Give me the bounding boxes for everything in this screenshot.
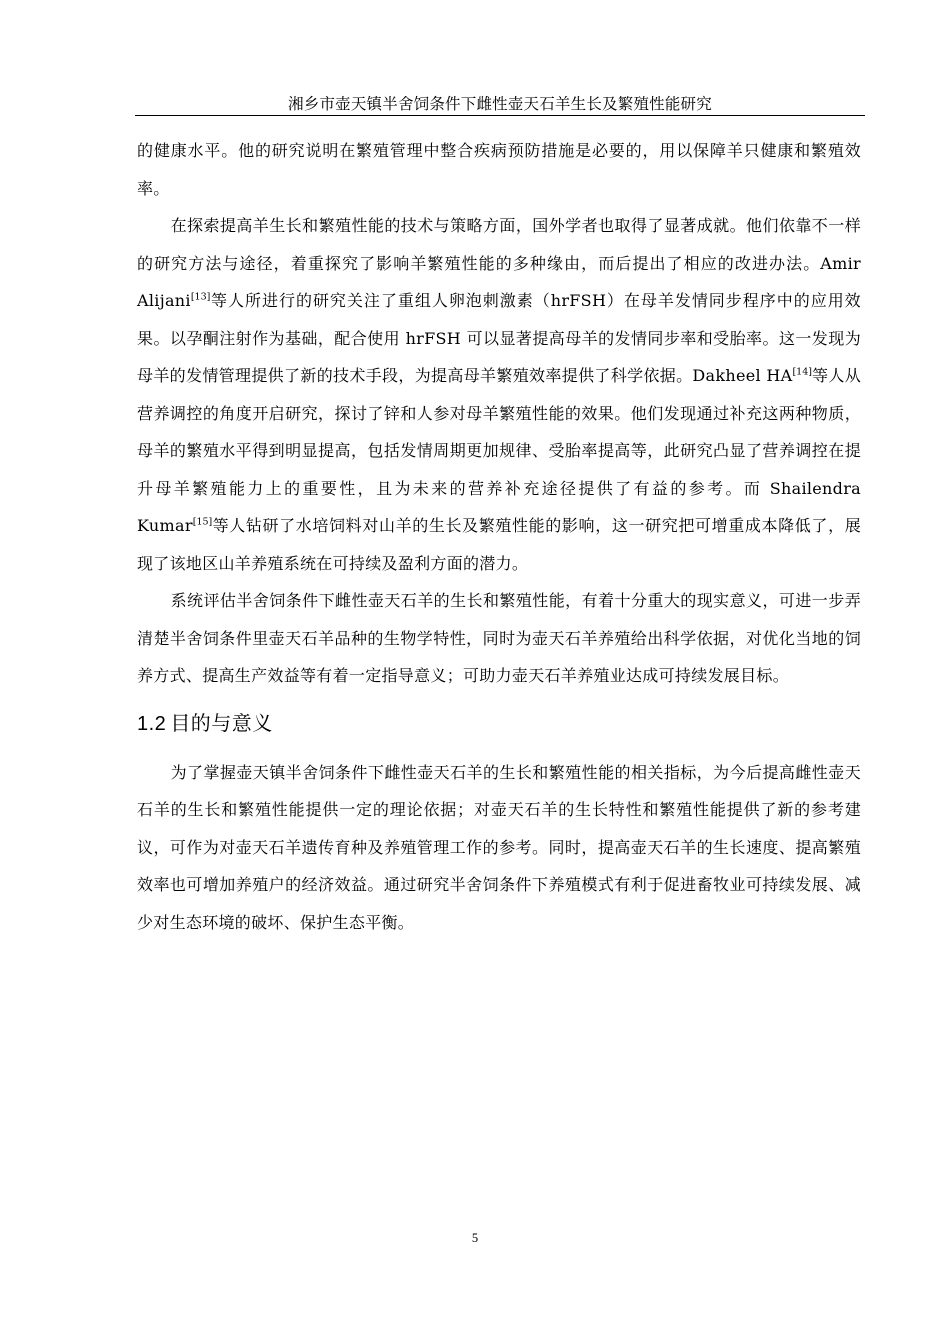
paragraph-significance: 系统评估半舍饲条件下雌性壶天石羊的生长和繁殖性能，有着十分重大的现实意义，可进一步弄清楚半舍饲条件里壶天石羊品种的生物学特性，同时为壶天石羊养殖给出科学依据，对优化当地的饲养方式、提高生产效益等有着一定指导意义；可助力壶天石羊养殖业达成可持续发展目标。 bbox=[137, 591, 861, 685]
paragraph-text: 在探索提高羊生长和繁殖性能的技术与策略方面，国外学者也取得了显著成就。他们依靠不一样的研究方法与途径，着重探究了影响羊繁殖性能的多种缘由，而后提出了相应的改进办法。Amir Alijani bbox=[137, 216, 861, 310]
paragraph-text: 等人钻研了水培饲料对山羊的生长及繁殖性能的影响，这一研究把可增重成本降低了，展现了该地区山羊养殖系统在可持续及盈利方面的潜力。 bbox=[137, 516, 861, 573]
header-rule bbox=[135, 115, 865, 116]
page-number: 5 bbox=[471, 1231, 479, 1245]
section-number: 1.2 bbox=[137, 712, 167, 735]
paragraph-continued: 的健康水平。他的研究说明在繁殖管理中整合疾病预防措施是必要的，用以保障羊只健康和繁殖效率。 bbox=[137, 141, 861, 198]
citation-15: [15] bbox=[192, 516, 213, 528]
citation-13: [13] bbox=[190, 291, 211, 303]
body-text bbox=[137, 132, 861, 941]
section-heading bbox=[137, 705, 861, 743]
paragraph-text: 等人从营养调控的角度开启研究，探讨了锌和人参对母羊繁殖性能的效果。他们发现通过补充这两种物质，母羊的繁殖水平得到明显提高，包括发情周期更加规律、受胎率提高等，此研究凸显了营养调控在提升母羊繁殖能力上的重要性，且为未来的营养补充途径提供了有益的参考。而 Shailendra Kumar bbox=[137, 366, 861, 535]
citation-14: [14] bbox=[792, 366, 812, 378]
paragraph-foreign-research bbox=[137, 207, 861, 582]
section-title: 目的与意义 bbox=[170, 712, 273, 735]
paragraph-text: 等人所进行的研究关注了重组人卵泡刺激素（hrFSH）在母羊发情同步程序中的应用效果。以孕酮注射作为基础，配合使用 hrFSH 可以显著提高母羊的发情同步率和受胎率。这一发现为母羊的发情管理提供了新的技术手段，为提高母羊繁殖效率提供了科学依据。Dakheel HA bbox=[137, 291, 861, 385]
paragraph-purpose: 为了掌握壶天镇半舍饲条件下雌性壶天石羊的生长和繁殖性能的相关指标，为今后提高雌性壶天石羊的生长和繁殖性能提供一定的理论依据；对壶天石羊的生长特性和繁殖性能提供了新的参考建议，可作为对壶天石羊遗传育种及养殖管理工作的参考。同时，提高壶天石羊的生长速度、提高繁殖效率也可增加养殖户的经济效益。通过研究半舍饲条件下养殖模式有利于促进畜牧业可持续发展、减少对生态环境的破坏、保护生态平衡。 bbox=[137, 762, 861, 932]
running-header: 湘乡市壶天镇半舍饲条件下雌性壶天石羊生长及繁殖性能研究 bbox=[288, 95, 712, 113]
